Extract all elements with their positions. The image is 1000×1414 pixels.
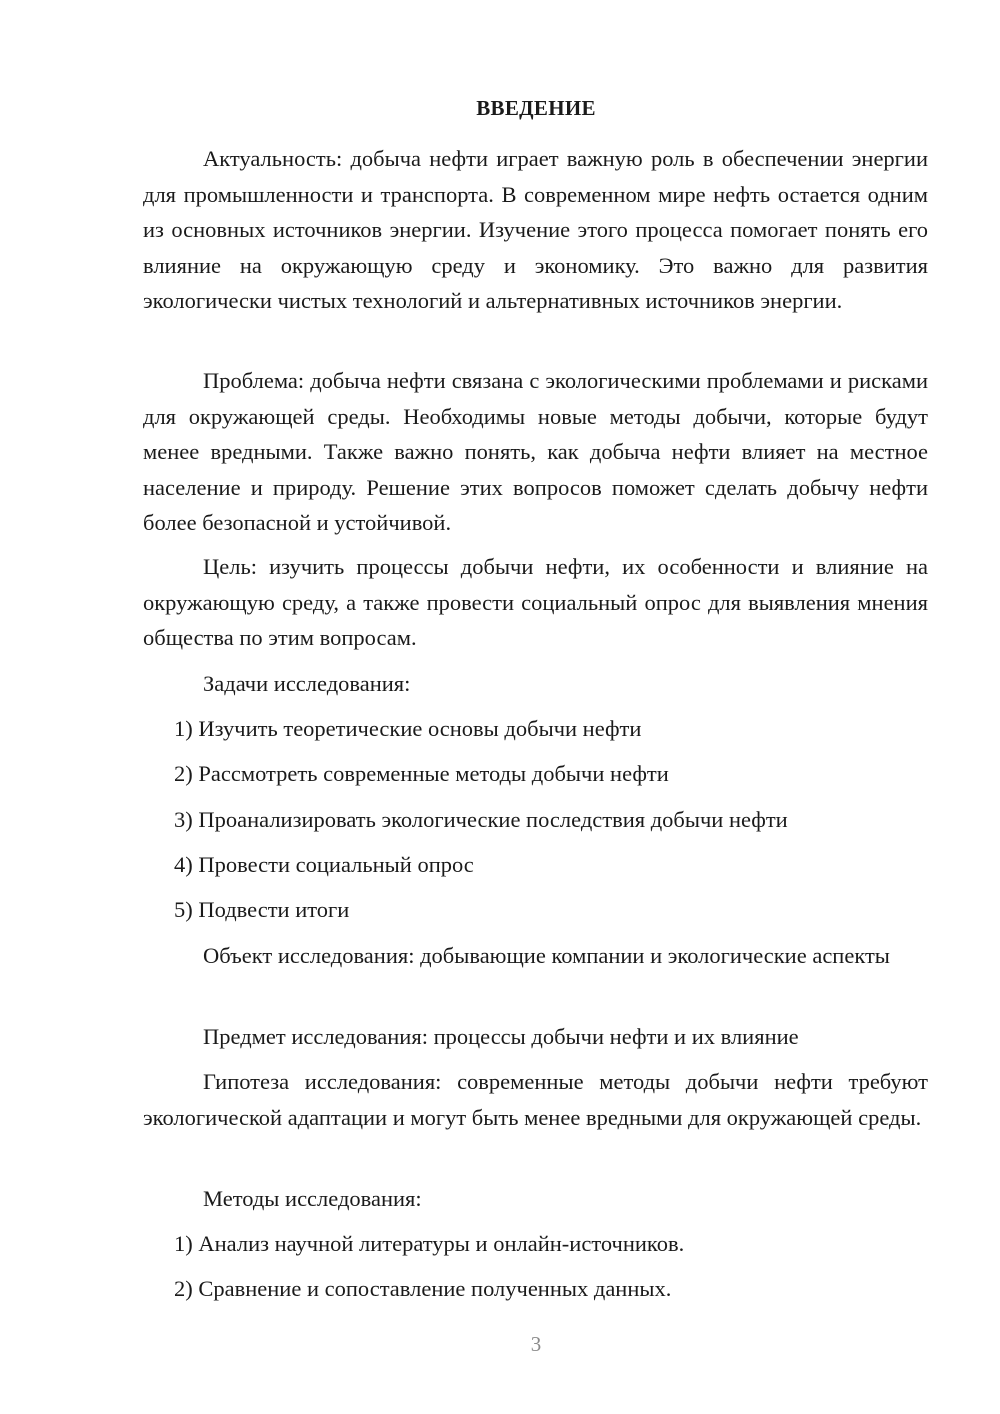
hypothesis-paragraph: Гипотеза исследования: современные методы добычи нефти требуют экологической адаптации и могут быть менее вредными для окружающей среды. [143, 1069, 928, 1130]
relevance-paragraph: Актуальность: добыча нефти играет важную роль в обеспечении энергии для промышленности и транспорта. В современном мире нефть остается одним из основных источников энергии. Изучение этого процесса помогает понять его влияние на окружающую среду и экономику. Это важно для развития экологически чистых технологий и альтернативных источников энергии. [143, 146, 928, 314]
method-item-1: 1) Анализ научной литературы и онлайн-источников. [174, 1231, 685, 1256]
task-item-3: 3) Проанализировать экологические последствия добычи нефти [174, 807, 788, 832]
page-number: 3 [530, 1332, 542, 1356]
task-item-5: 5) Подвести итоги [174, 897, 350, 922]
methods-title: Методы исследования: [203, 1186, 422, 1211]
subject-paragraph: Предмет исследования: процессы добычи нефти и их влияние [203, 1024, 799, 1049]
object-paragraph: Объект исследования: добывающие компании и экологические аспекты [203, 943, 890, 968]
task-item-2: 2) Рассмотреть современные методы добычи нефти [174, 761, 669, 786]
section-heading: ВВЕДЕНИЕ [476, 96, 596, 120]
method-item-2: 2) Сравнение и сопоставление полученных данных. [174, 1276, 672, 1301]
problem-paragraph: Проблема: добыча нефти связана с экологическими проблемами и рисками для окружающей среды. Необходимы новые методы добычи, которые будут менее вредными. Также важно понять, как добыча нефти влияет на местное население и природу. Решение этих вопросов поможет сделать добычу нефти более безопасной и устойчивой. [143, 368, 928, 536]
goal-paragraph: Цель: изучить процессы добычи нефти, их особенности и влияние на окружающую среду, а также провести социальный опрос для выявления мнения общества по этим вопросам. [143, 554, 928, 651]
tasks-title: Задачи исследования: [203, 671, 411, 696]
task-item-4: 4) Провести социальный опрос [174, 852, 474, 877]
task-item-1: 1) Изучить теоретические основы добычи нефти [174, 716, 642, 741]
